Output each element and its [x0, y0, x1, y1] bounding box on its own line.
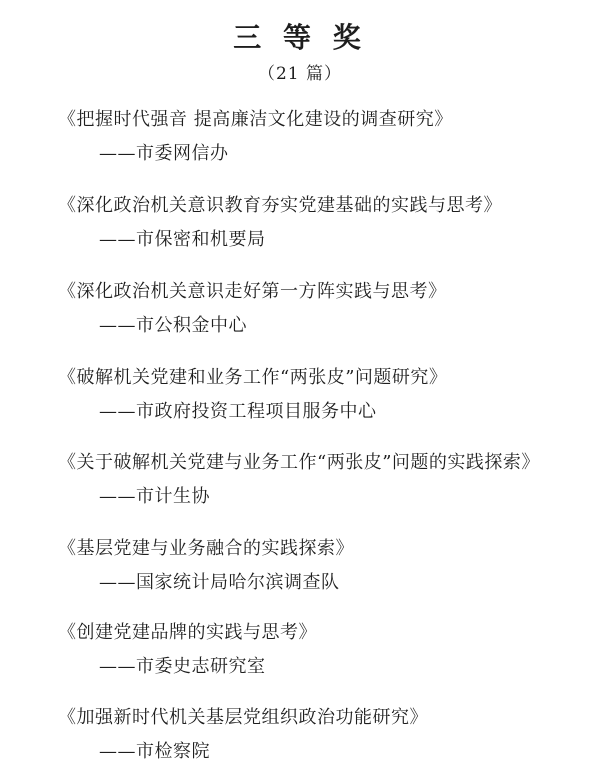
entry-author: ——市政府投资工程项目服务中心	[99, 401, 377, 422]
entry-title: 《创建党建品牌的实践与思考》	[58, 622, 317, 643]
entry-title: 《深化政治机关意识教育夯实党建基础的实践与思考》	[58, 195, 502, 216]
entry-title: 《基层党建与业务融合的实践探索》	[58, 538, 354, 559]
entry-author: ——市计生协	[99, 486, 210, 507]
entry-author: ——市检察院	[99, 741, 210, 762]
entry-author: ——市委史志研究室	[99, 656, 266, 677]
entry-author: ——市委网信办	[99, 143, 229, 164]
award-title: 三 等 奖	[233, 21, 367, 54]
entry-title: 《把握时代强音 提高廉洁文化建设的调查研究》	[58, 109, 453, 130]
entry-title: 《加强新时代机关基层党组织政治功能研究》	[58, 707, 428, 728]
entry-title: 《破解机关党建和业务工作“两张皮”问题研究》	[58, 367, 448, 388]
award-count: （21 篇）	[257, 64, 343, 84]
entry-title: 《深化政治机关意识走好第一方阵实践与思考》	[58, 281, 447, 302]
entry-title: 《关于破解机关党建与业务工作“两张皮”问题的实践探索》	[58, 452, 540, 473]
entry-author: ——国家统计局哈尔滨调查队	[99, 572, 340, 593]
entry-author: ——市保密和机要局	[99, 229, 266, 250]
entry-author: ——市公积金中心	[99, 315, 247, 336]
